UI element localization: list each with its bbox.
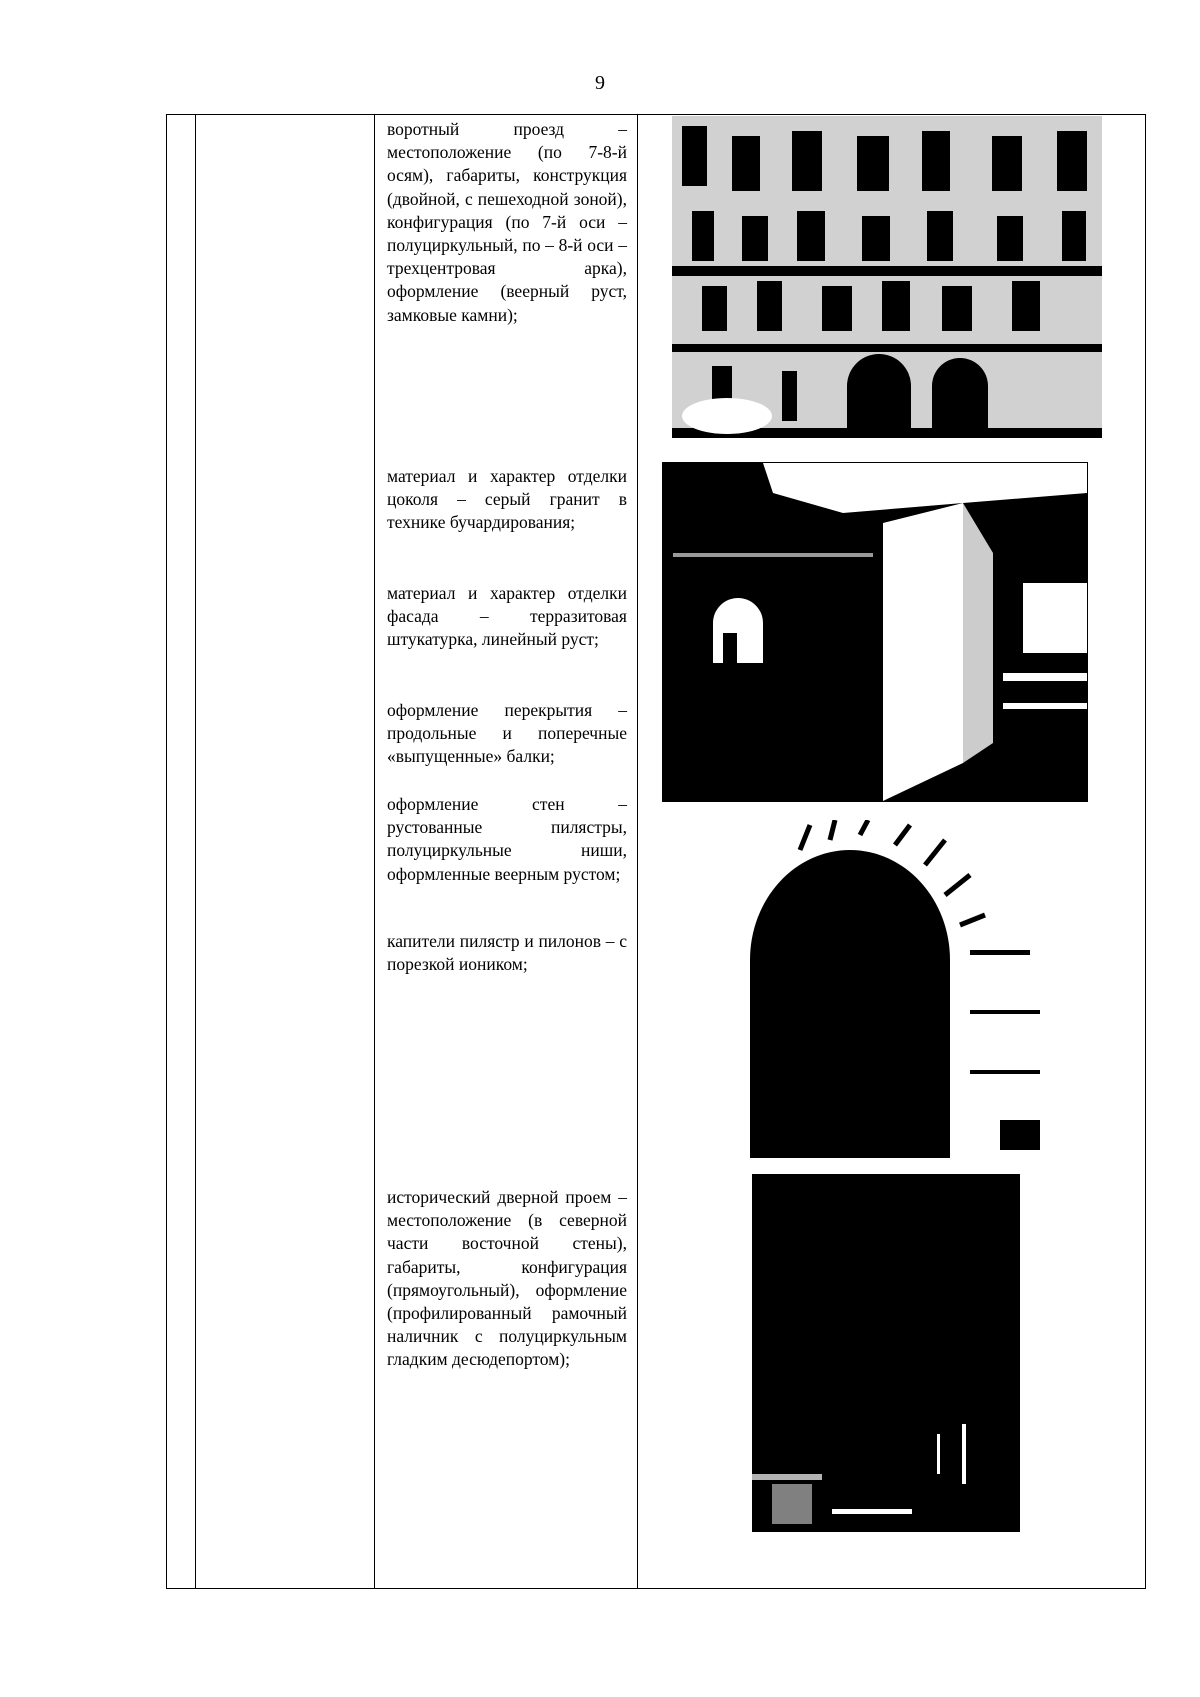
entry-plinth-finish: материал и характер отделки цоколя – серый гранит в технике бучардирования; xyxy=(387,466,627,533)
niche-photo xyxy=(720,820,1060,1158)
table-column-divider xyxy=(374,114,375,1589)
entry-capitals: капители пилястр и пилонов – с порезкой иоником; xyxy=(387,931,627,975)
entry-gate-passage: воротный проезд – местоположение (по 7-8-й осям), габариты, конструкция (двойной, с пешеходной зоной), конфигурация (по 7-й оси – полуциркульный, по – 8-й оси – трехцентровая арка), оформление (веерный руст, замковые камни); xyxy=(387,119,627,325)
page-number: 9 xyxy=(595,72,605,94)
entry-walls-design: оформление стен – рустованные пилястры, полуциркульные ниши, оформленные веерным рустом; xyxy=(387,794,627,884)
entry-facade-finish: материал и характер отделки фасада – терразитовая штукатурка, линейный руст; xyxy=(387,583,627,650)
table-column-divider xyxy=(195,114,196,1589)
facade-photo xyxy=(672,116,1102,438)
historic-door-photo xyxy=(752,1174,1020,1532)
table-column-divider xyxy=(637,114,638,1589)
entry-ceiling-design: оформление перекрытия – продольные и поперечные «выпущенные» балки; xyxy=(387,700,627,767)
passage-interior-photo xyxy=(662,462,1088,802)
entry-historic-door: исторический дверной проем – местоположение (в северной части восточной стены), габариты, конфигурация (прямоугольный), оформление (профилированный рамочный наличник с полуциркульным гладким десюдепортом); xyxy=(387,1187,627,1370)
